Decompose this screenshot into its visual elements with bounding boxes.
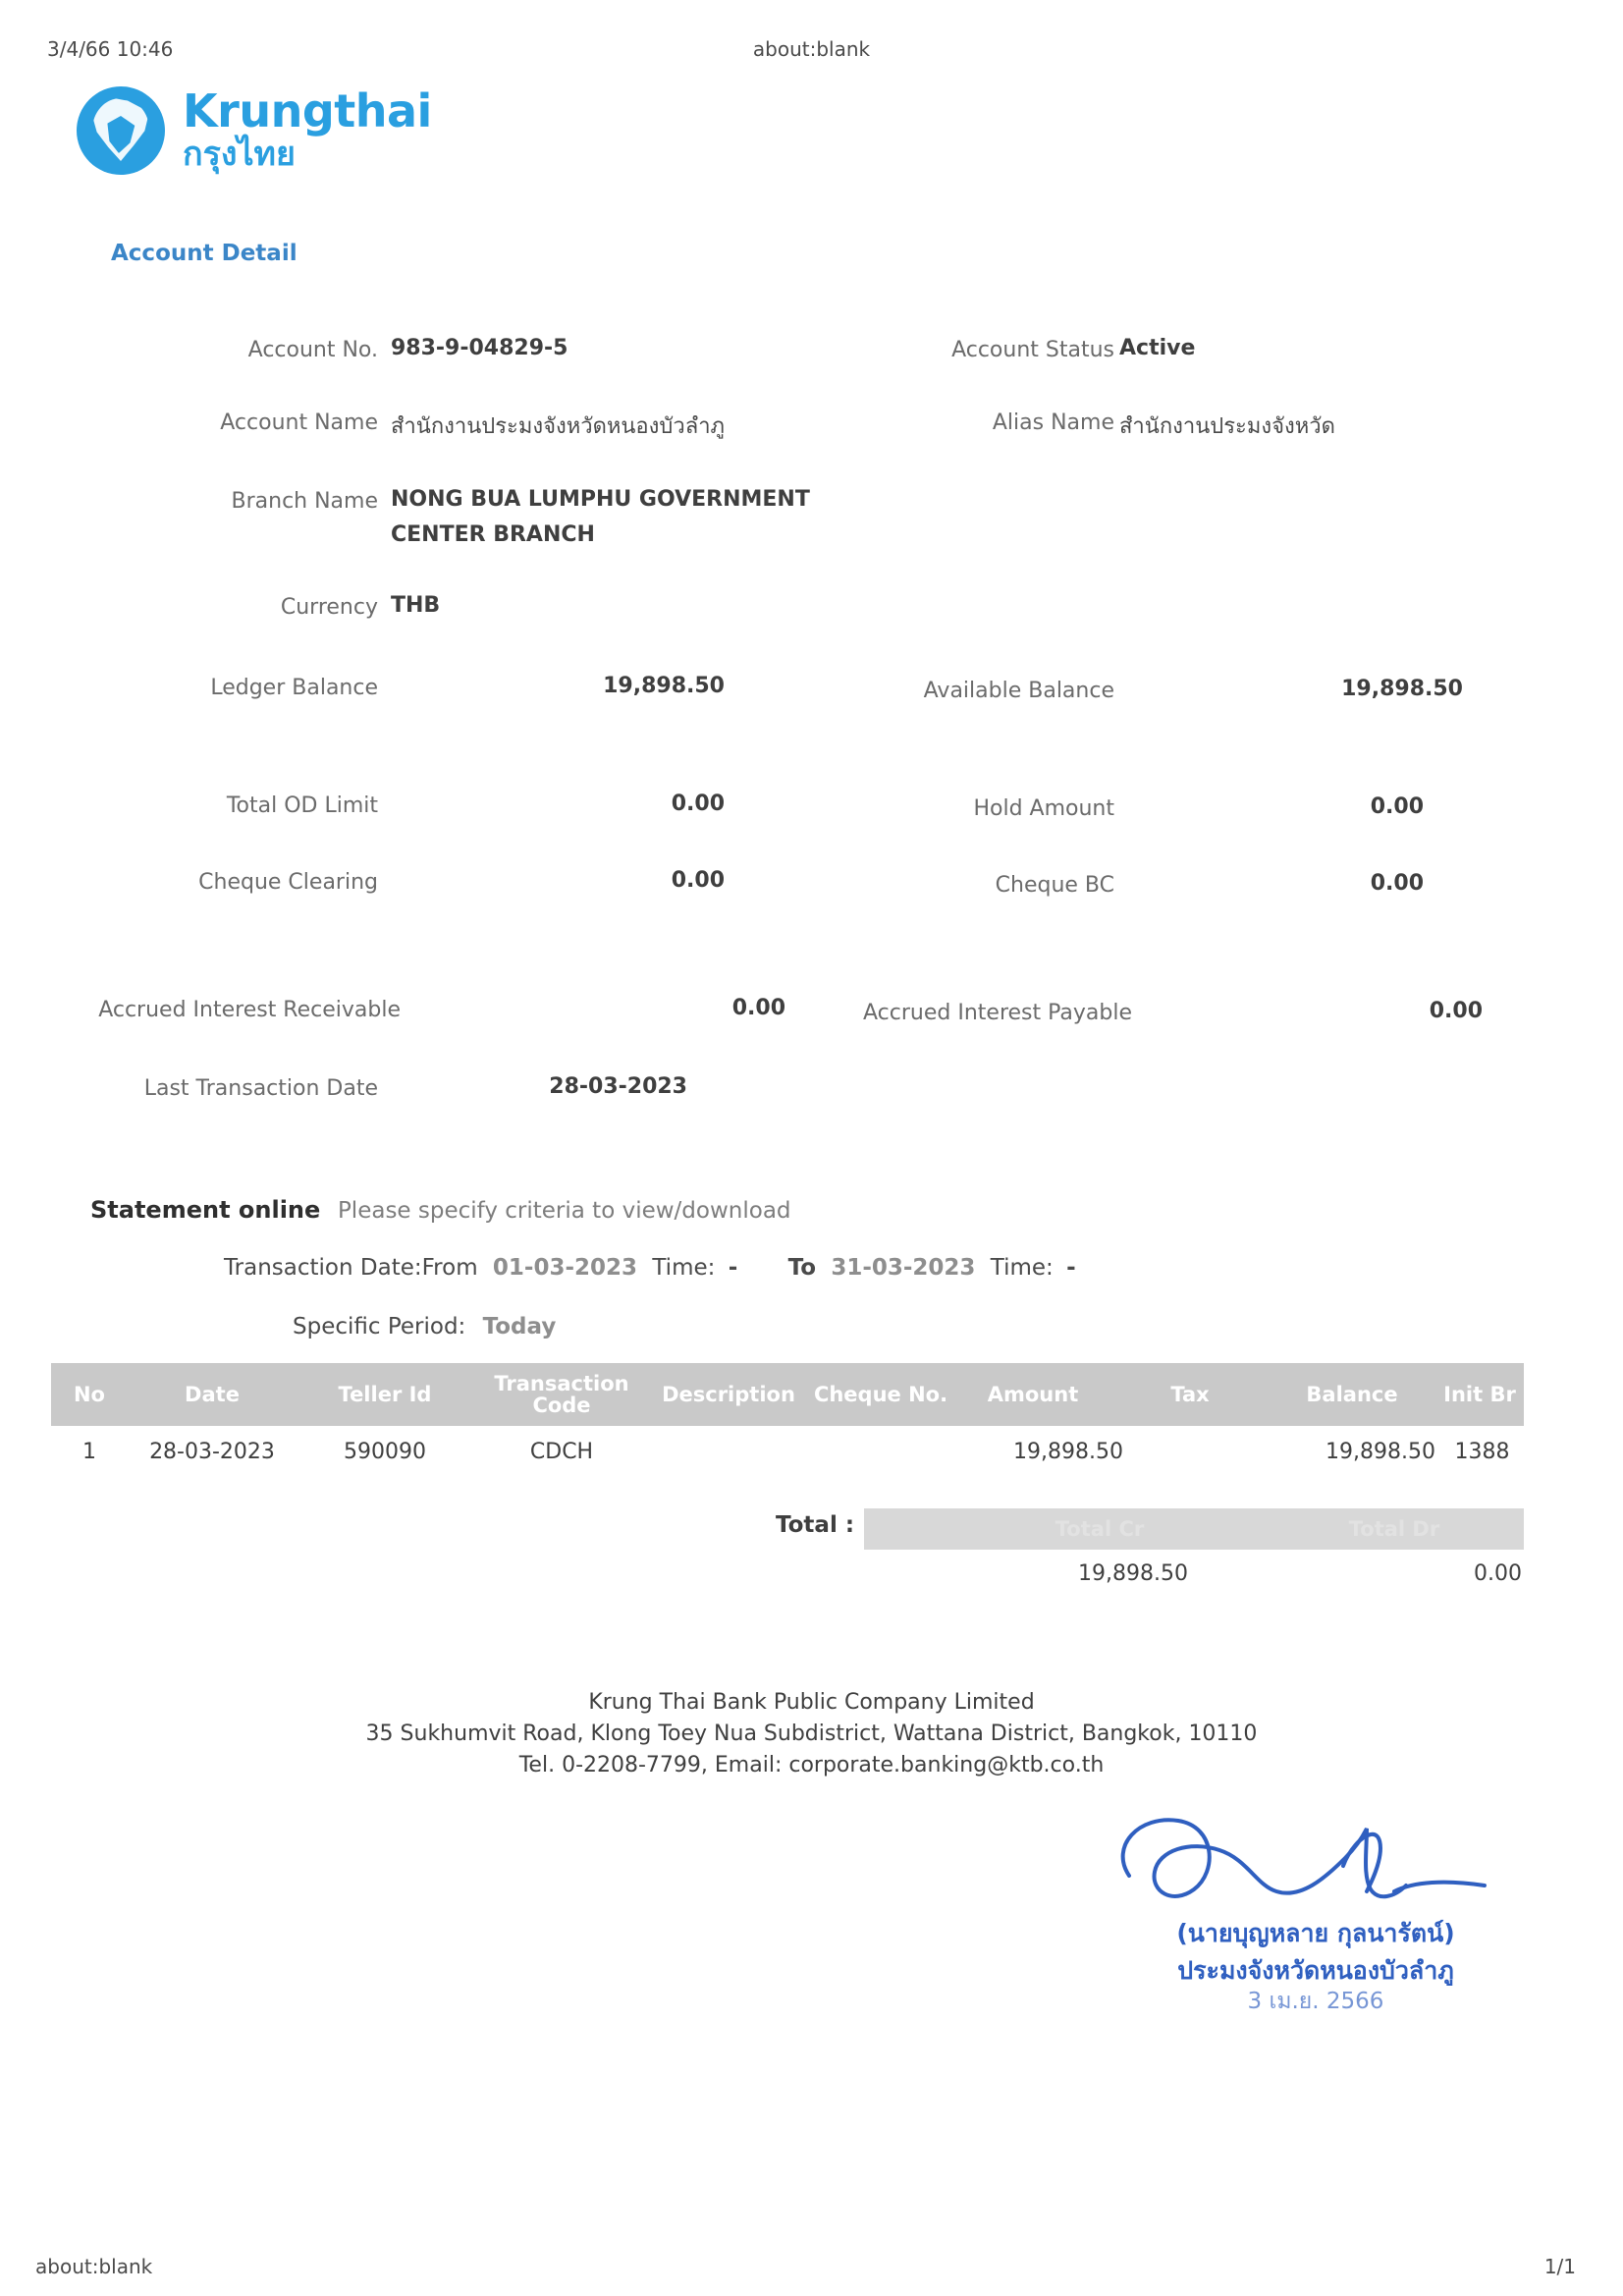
account-status-value: Active xyxy=(1119,336,1196,360)
hold-amount-value: 0.00 xyxy=(1370,794,1424,819)
account-detail-grid xyxy=(0,314,1623,1121)
signature-date-stamp: 3 เม.ย. 2566 xyxy=(1247,1989,1384,2014)
th-teller-id: Teller Id xyxy=(338,1382,432,1406)
th-balance: Balance xyxy=(1306,1382,1398,1406)
th-transaction-code: Transaction Code xyxy=(494,1371,629,1417)
statement-online-subtitle: Please specify criteria to view/download xyxy=(337,1198,791,1224)
transactions-table xyxy=(51,1363,1524,1479)
cell-balance: 19,898.50 xyxy=(1325,1440,1435,1464)
cheque-bc-value: 0.00 xyxy=(1370,871,1424,896)
branch-name-value-line2: CENTER BRANCH xyxy=(391,522,595,547)
krungthai-garuda-logo-icon xyxy=(77,86,165,175)
signer-position: ประมงจังหวัดหนองบัวลำภู xyxy=(1177,1955,1454,1985)
statement-criteria-dates xyxy=(224,1255,1076,1281)
alias-name-value: สำนักงานประมงจังหวัด xyxy=(1119,414,1335,439)
accrued-interest-payable-label: Accrued Interest Payable xyxy=(863,1001,1132,1025)
page-number: 1/1 xyxy=(1543,2255,1576,2278)
bank-name-en: Krungthai xyxy=(183,84,432,138)
bank-logo-text xyxy=(183,84,432,175)
detail-row-branch-name xyxy=(0,465,1623,572)
account-no-value: 983-9-04829-5 xyxy=(391,336,568,360)
cheque-clearing-value: 0.00 xyxy=(671,868,725,893)
bank-logo xyxy=(77,86,432,175)
detail-row-accrued-interest xyxy=(0,974,1623,1053)
th-description: Description xyxy=(662,1382,795,1406)
detail-row-od-hold xyxy=(0,770,1623,847)
cell-amount: 19,898.50 xyxy=(1013,1440,1123,1464)
detail-row-balances xyxy=(0,652,1623,770)
table-row xyxy=(51,1426,1524,1479)
from-date-value: 01-03-2023 xyxy=(492,1255,638,1281)
account-name-value: สำนักงานประมงจังหวัดหนองบัวลำภู xyxy=(391,414,726,439)
to-label: To xyxy=(787,1255,816,1281)
cheque-bc-label: Cheque BC xyxy=(995,873,1114,898)
last-transaction-date-label: Last Transaction Date xyxy=(143,1076,378,1101)
th-amount: Amount xyxy=(987,1382,1079,1406)
account-status-label: Account Status xyxy=(951,338,1114,362)
account-name-label: Account Name xyxy=(220,410,378,435)
table-header-row xyxy=(51,1363,1524,1426)
cell-transaction-code: CDCH xyxy=(529,1440,594,1464)
accrued-interest-receivable-value: 0.00 xyxy=(731,996,785,1020)
available-balance-value: 19,898.50 xyxy=(1341,677,1463,701)
detail-row-currency xyxy=(0,572,1623,652)
total-dr-header: Total Dr xyxy=(1348,1517,1440,1541)
print-url-top: about:blank xyxy=(752,37,871,61)
print-url-bottom: about:blank xyxy=(35,2255,153,2278)
hold-amount-label: Hold Amount xyxy=(973,796,1114,821)
total-dr-value: 0.00 xyxy=(1474,1561,1522,1586)
handwritten-signature-icon xyxy=(1100,1807,1512,1915)
cheque-clearing-label: Cheque Clearing xyxy=(198,870,378,895)
th-date: Date xyxy=(185,1382,240,1406)
accrued-interest-receivable-label: Accrued Interest Receivable xyxy=(98,998,401,1022)
bank-info-line3: Tel. 0-2208-7799, Email: corporate.banking@ktb.co.th xyxy=(518,1752,1105,1777)
alias-name-label: Alias Name xyxy=(992,410,1114,435)
statement-online-title: Statement online xyxy=(90,1196,321,1224)
total-label: Total : xyxy=(776,1512,855,1538)
bank-name-th: กรุงไทย xyxy=(183,135,296,175)
accrued-interest-payable-value: 0.00 xyxy=(1429,999,1483,1023)
available-balance-label: Available Balance xyxy=(923,679,1114,703)
detail-row-account-no xyxy=(0,314,1623,389)
branch-name-label: Branch Name xyxy=(231,489,378,514)
detail-row-cheque xyxy=(0,847,1623,974)
total-od-limit-value: 0.00 xyxy=(671,792,725,816)
th-no: No xyxy=(73,1382,105,1406)
total-header-band xyxy=(864,1508,1524,1550)
total-cr-value: 19,898.50 xyxy=(1078,1561,1188,1586)
statement-criteria-period xyxy=(293,1314,556,1339)
total-cr-header: Total Cr xyxy=(1055,1517,1145,1541)
ledger-balance-label: Ledger Balance xyxy=(210,676,378,700)
page-title: Account Detail xyxy=(111,241,298,266)
ledger-balance-value: 19,898.50 xyxy=(603,674,725,698)
total-od-limit-label: Total OD Limit xyxy=(226,793,378,818)
signer-name: (นายบุญหลาย กุลนารัตน์) xyxy=(1176,1919,1455,1947)
detail-row-account-name xyxy=(0,389,1623,465)
currency-label: Currency xyxy=(280,595,378,620)
transaction-date-label: Transaction Date:From xyxy=(224,1255,478,1281)
branch-name-value-line1: NONG BUA LUMPHU GOVERNMENT xyxy=(391,487,810,512)
cell-no: 1 xyxy=(82,1440,96,1464)
account-no-label: Account No. xyxy=(247,338,378,362)
print-date: 3/4/66 10:46 xyxy=(47,37,174,61)
to-time-label: Time: xyxy=(990,1255,1054,1281)
specific-period-label: Specific Period: xyxy=(293,1314,466,1339)
bank-footer-info xyxy=(0,1687,1623,1781)
th-cheque-no: Cheque No. xyxy=(813,1382,948,1406)
cell-init-br: 1388 xyxy=(1454,1440,1510,1464)
from-time-label: Time: xyxy=(652,1255,716,1281)
specific-period-value: Today xyxy=(482,1314,557,1339)
to-time-value: - xyxy=(1066,1255,1076,1281)
th-tax: Tax xyxy=(1170,1382,1210,1406)
currency-value: THB xyxy=(391,593,441,618)
cell-teller-id: 590090 xyxy=(344,1440,426,1464)
th-init-br: Init Br xyxy=(1443,1382,1516,1406)
last-transaction-date-value: 28-03-2023 xyxy=(549,1074,687,1099)
bank-info-line1: Krung Thai Bank Public Company Limited xyxy=(588,1690,1035,1715)
to-date-value: 31-03-2023 xyxy=(831,1255,976,1281)
bank-info-line2: 35 Sukhumvit Road, Klong Toey Nua Subdistrict, Wattana District, Bangkok, 10110 xyxy=(365,1721,1258,1746)
statement-online-header xyxy=(90,1196,791,1224)
cell-date: 28-03-2023 xyxy=(149,1440,275,1464)
detail-row-last-transaction xyxy=(0,1053,1623,1121)
from-time-value: - xyxy=(728,1255,738,1281)
signature-block xyxy=(1109,1915,1522,1989)
